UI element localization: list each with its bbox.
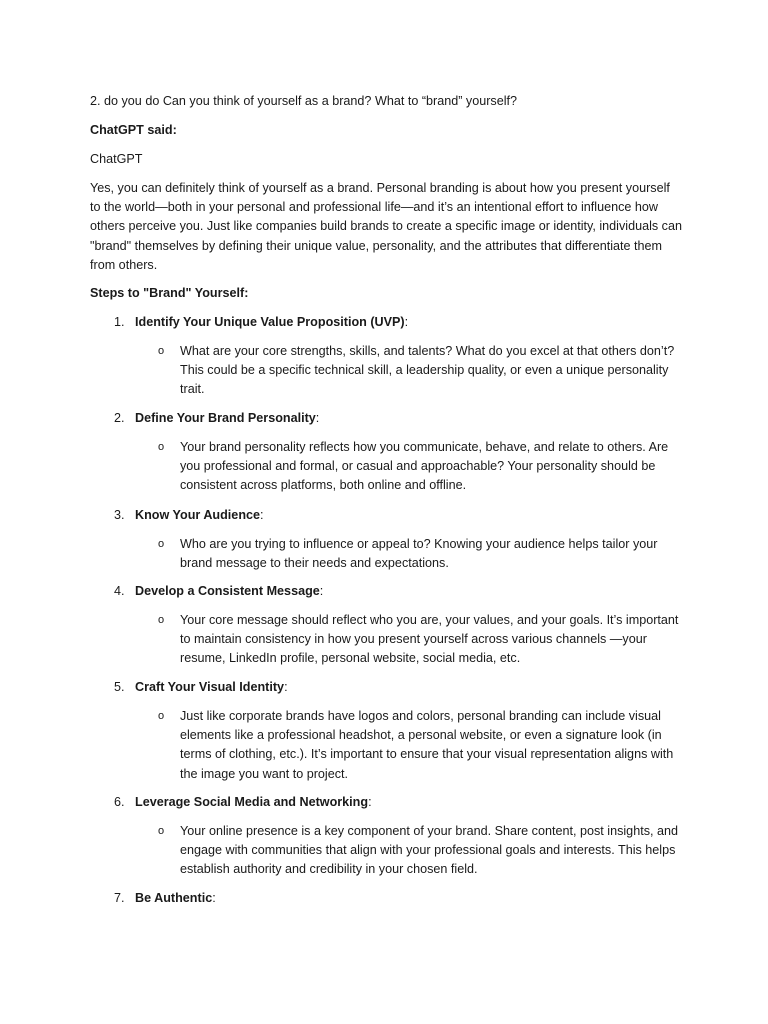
- step-colon: :: [319, 584, 324, 598]
- bullet-marker: o: [158, 825, 165, 837]
- step-title: [135, 506, 264, 525]
- step-number: 4.: [114, 584, 125, 598]
- step-title: [135, 409, 319, 428]
- step-title-text: Develop a Consistent Message: [135, 584, 320, 598]
- said-label: ChatGPT said:: [90, 123, 177, 137]
- step-title-text: Craft Your Visual Identity: [135, 680, 285, 694]
- step-colon: :: [212, 891, 216, 905]
- step-title: [135, 582, 323, 601]
- author-name: ChatGPT: [90, 152, 143, 166]
- step-colon: :: [404, 315, 409, 329]
- step-colon: :: [368, 795, 372, 809]
- step-colon: :: [284, 680, 288, 694]
- bullet-marker: o: [158, 345, 165, 357]
- step-description: What are your core strengths, skills, and talents? What do you excel at that others don’t? This could be a specific technical skill, a leadership quality, or even a unique personality trait.: [180, 344, 675, 397]
- step-colon: :: [260, 508, 264, 522]
- step-title-text: Identify Your Unique Value Proposition (UVP): [135, 315, 405, 329]
- bullet-marker: o: [158, 614, 165, 626]
- step-description: Your core message should reflect who you are, your values, and your goals. It’s important to maintain consistency in how you present yourself across various channels —your resume, LinkedIn profile, personal website, social media, etc.: [180, 613, 679, 666]
- question-line: 2. do you do Can you think of yourself as a brand? What to “brand” yourself?: [90, 94, 518, 108]
- step-number: 5.: [114, 680, 125, 694]
- step-description: Just like corporate brands have logos and colors, personal branding can include visual elements like a professional headshot, a personal website, or even a signature look (in terms of clothing, etc.). It’s important to ensure that your visual representation aligns with the image you want to project.: [180, 709, 674, 781]
- step-title: [135, 313, 408, 332]
- step-title: [135, 678, 288, 697]
- intro-paragraph: Yes, you can definitely think of yourself as a brand. Personal branding is about how you present yourself to the world—both in your personal and professional life—and it’s an intentional effort to influence how others perceive you. Just like companies build brands to create a specific image or identity, individuals can "brand" themselves by defining their unique value, personality, and the attributes that differentiate them from others.: [90, 181, 682, 272]
- step-colon: :: [315, 411, 320, 425]
- bullet-marker: o: [158, 710, 165, 722]
- step-title-text: Define Your Brand Personality: [135, 411, 316, 425]
- step-title-text: Be Authentic: [135, 891, 213, 905]
- step-number: 3.: [114, 508, 125, 522]
- step-title: [135, 889, 216, 908]
- step-description: Your online presence is a key component of your brand. Share content, post insights, and engage with communities that align with your professional goals and interests. This helps establish authority and credibility in your chosen field.: [180, 824, 678, 877]
- bullet-marker: o: [158, 538, 165, 550]
- steps-heading: Steps to "Brand" Yourself:: [90, 286, 249, 300]
- step-title-text: Know Your Audience: [135, 508, 261, 522]
- step-number: 2.: [114, 411, 125, 425]
- step-description: Who are you trying to influence or appeal to? Knowing your audience helps tailor your brand message to their needs and expectations.: [180, 537, 658, 571]
- bullet-marker: o: [158, 441, 165, 453]
- step-number: 7.: [114, 891, 125, 905]
- step-description: Your brand personality reflects how you communicate, behave, and relate to others. Are you professional and formal, or casual and approachable? Your personality should be consistent across platforms, both online and offline.: [180, 440, 669, 493]
- step-number: 1.: [114, 315, 125, 329]
- step-number: 6.: [114, 795, 125, 809]
- step-title-text: Leverage Social Media and Networking: [135, 795, 369, 809]
- step-title: [135, 793, 372, 812]
